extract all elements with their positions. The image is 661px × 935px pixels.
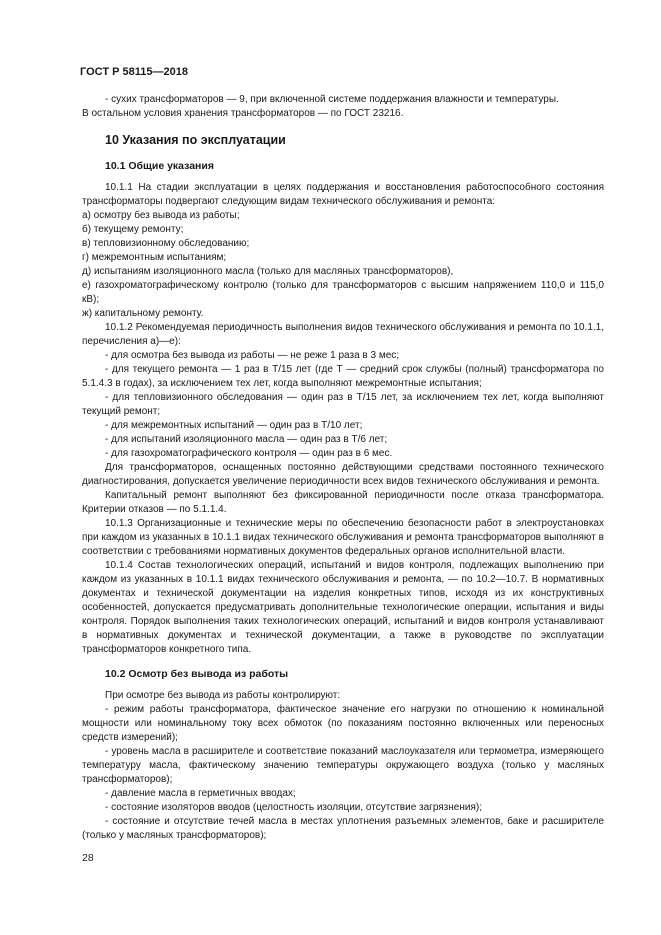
subsection-heading: 10.2 Осмотр без вывода из работы bbox=[105, 668, 289, 680]
list-item: а) осмотру без вывода из работы; bbox=[82, 210, 240, 221]
list-item: - для текущего ремонта — 1 раз в T/15 лет (где Т — средний срок службы (полный) трансформатора по 5.1.4.3 в годах), за исключением тех лет, когда выполняют межремонтные испытания; bbox=[82, 364, 604, 389]
list-item: г) межремонтным испытаниям; bbox=[82, 252, 227, 263]
paragraph: В остальном условия хранения трансформаторов — по ГОСТ 23216. bbox=[82, 108, 404, 119]
paragraph: 10.1.4 Состав технологических операций, испытаний и видов контроля, подлежащих выполнению при каждом из указанных в 10.1.1 видах технического обслуживания и ремонта, — по 10.2—10.7. В нормативных документах и технической документации на изделия конкретных типов, исходя из их конструктивных особенностей, допускается предусматривать дополнительные технологические операции, испытания и виды контроля. Порядок выполнения таких технологических операций, испытаний и видов контроля устанавливают в нормативных документах и технической документации, а также в руководстве по эксплуатации трансформаторов конкретного типа. bbox=[82, 560, 604, 655]
subsection-heading: 10.1 Общие указания bbox=[105, 160, 214, 172]
list-item: - для межремонтных испытаний — один раз в T/10 лет; bbox=[105, 420, 363, 431]
document-header: ГОСТ Р 58115—2018 bbox=[80, 66, 188, 78]
list-item: - для осмотра без вывода из работы — не реже 1 раза в 3 мес; bbox=[105, 350, 400, 361]
list-item: в) тепловизионному обследованию; bbox=[82, 238, 250, 249]
list-item: - состояние и отсутствие течей масла в местах уплотнения разъемных элементов, баке и расширителе (только у масляных трансформаторов); bbox=[82, 816, 604, 841]
list-item: - состояние изоляторов вводов (целостность изоляции, отсутствие загрязнения); bbox=[105, 802, 482, 813]
paragraph: Для трансформаторов, оснащенных постоянно действующими средствами постоянного технического диагностирования, допускается увеличение периодичности всех видов технического обслуживания и ремонта. bbox=[82, 462, 604, 487]
paragraph: 10.1.2 Рекомендуемая периодичность выполнения видов технического обслуживания и ремонта по 10.1.1, перечисления а)—е): bbox=[82, 322, 604, 347]
page-number: 28 bbox=[82, 852, 94, 864]
list-item: ж) капитальному ремонту. bbox=[82, 308, 204, 319]
section-heading: 10 Указания по эксплуатации bbox=[105, 133, 286, 147]
list-item: - режим работы трансформатора, фактическое значение его нагрузки по отношению к номинальной мощности или номинальному току всех обмоток (по показаниям постоянно включенных или переносных средств измерений); bbox=[82, 704, 604, 743]
list-item: - для тепловизионного обследования — один раз в T/15 лет, за исключением тех лет, когда выполняют текущий ремонт; bbox=[82, 392, 604, 417]
list-item: б) текущему ремонту; bbox=[82, 224, 184, 235]
list-item: - для газохроматографического контроля — один раз в 6 мес. bbox=[105, 448, 393, 459]
paragraph: 10.1.3 Организационные и технические меры по обеспечению безопасности работ в электроустановках при каждом из указанных в 10.1.1 видах технического обслуживания и ремонта трансформаторов выполняют в соответствии с требованиями нормативных документов федеральных органов исполнительной власти. bbox=[82, 518, 604, 557]
paragraph: При осмотре без вывода из работы контролируют: bbox=[105, 690, 341, 701]
list-item: д) испытаниям изоляционного масла (только для масляных трансформаторов), bbox=[82, 266, 454, 277]
page-content bbox=[82, 93, 604, 843]
list-item: - для испытаний изоляционного масла — один раз в T/6 лет; bbox=[105, 434, 388, 445]
list-item: е) газохроматографическому контролю (только для трансформаторов с высшим напряжением 110,0 и 115,0 кВ); bbox=[82, 280, 604, 305]
paragraph: - сухих трансформаторов — 9, при включенной системе поддержания влажности и температуры. bbox=[105, 94, 559, 105]
list-item: - давление масла в герметичных вводах; bbox=[105, 788, 296, 799]
paragraph: 10.1.1 На стадии эксплуатации в целях поддержания и восстановления работоспособного состояния трансформаторы подвергают следующим видам технического обслуживания и ремонта: bbox=[82, 182, 604, 207]
list-item: - уровень масла в расширителе и соответствие показаний маслоуказателя или термометра, измеряющего температуру масла, фактическому значению температуры окружающего воздуха (только у масляных трансформаторов); bbox=[82, 746, 604, 785]
paragraph: Капитальный ремонт выполняют без фиксированной периодичности после отказа трансформатора. Критерии отказов — по 5.1.1.4. bbox=[82, 490, 604, 515]
